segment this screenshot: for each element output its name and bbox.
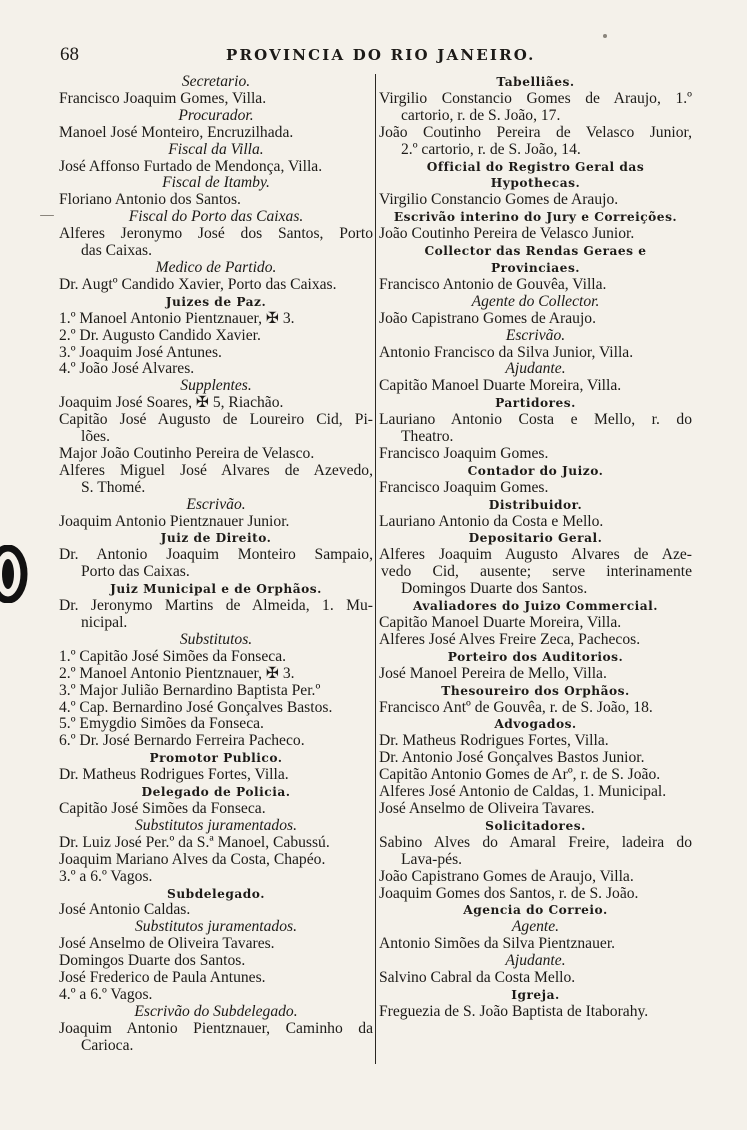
left-role-title: Fiscal de Itamby. [162, 174, 270, 192]
right-role-title: Agente do Collector. [471, 292, 600, 310]
left-text-line: Dr. Matheus Rodrigues Fortes, Villa. [59, 766, 289, 784]
left-text-line: Dr. Antonio Joaquim Monteiro Sampaio, [59, 546, 373, 564]
left-section-heading: Promotor Publico. [149, 751, 283, 766]
left-text-line: Capitão José Augusto de Loureiro Cid, Pi- [59, 411, 373, 429]
right-text-line: vedo Cid, ausente; serve interinamente [381, 563, 692, 581]
left-text-line: Joaquim Mariano Alves da Costa, Chapéo. [59, 850, 326, 868]
right-text-line: Capitão Manoel Duarte Moreira, Villa. [379, 377, 622, 395]
right-text-line: Lauriano Antonio da Costa e Mello. [379, 512, 604, 530]
right-section-heading: Agencia do Correio. [463, 903, 608, 918]
left-text-line: Dr. Luiz José Per.º da S.ª Manoel, Cabussú. [59, 833, 330, 851]
left-section-heading: Delegado de Policia. [141, 785, 291, 800]
right-text-line: Francisco Joaquim Gomes. [379, 444, 549, 462]
left-continuation-line: lões. [81, 428, 111, 446]
right-continuation-line: 2.º cartorio, r. de S. João, 14. [401, 140, 581, 158]
left-text-line: Domingos Duarte dos Santos. [59, 952, 246, 970]
right-text-line: Sabino Alves do Amaral Freire, ladeira do [379, 833, 692, 851]
right-text-line: João Capistrano Gomes de Araujo, Villa. [379, 867, 634, 885]
right-text-line: Lauriano Antonio Costa e Mello, r. do [379, 411, 692, 429]
right-text-line: Antonio Francisco da Silva Junior, Villa. [379, 343, 634, 361]
left-text-line: Francisco Joaquim Gomes, Villa. [59, 89, 267, 107]
right-text-line: Salvino Cabral da Costa Mello. [379, 969, 576, 987]
left-text-line: 4.º João José Alvares. [59, 360, 195, 378]
right-text-line: José Anselmo de Oliveira Tavares. [379, 799, 595, 817]
right-section-heading: Thesoureiro dos Orphãos. [441, 683, 630, 698]
left-text-line: Dr. Jeronymo Martins de Almeida, 1. Mu- [59, 597, 373, 615]
right-role-title: Ajudante. [505, 360, 566, 378]
right-section-heading: Igreja. [511, 987, 560, 1002]
right-text-line: Freguezia de S. João Baptista de Itaborahy. [379, 1002, 649, 1020]
right-text-line: Dr. Matheus Rodrigues Fortes, Villa. [379, 732, 609, 750]
right-text-line: Francisco Antº de Gouvêa, r. de S. João, 18. [379, 698, 653, 716]
left-role-title: Medico de Partido. [155, 258, 277, 276]
right-text-line: Virgilio Constancio Gomes de Araujo. [379, 191, 619, 209]
left-text-line: 1.º Manoel Antonio Pientznauer, ✠ 3. [59, 309, 295, 327]
left-text-line: 4.º a 6.º Vagos. [59, 985, 153, 1003]
right-text-line: Francisco Joaquim Gomes. [379, 478, 549, 496]
left-text-line: Dr. Augtº Candido Xavier, Porto das Caixas. [59, 275, 337, 293]
left-continuation-line: Porto das Caixas. [81, 563, 190, 581]
right-text-line: João Coutinho Pereira de Velasco Junior, [379, 123, 692, 141]
right-section-heading: Advogados. [494, 717, 577, 732]
left-role-title: Fiscal da Villa. [168, 140, 264, 158]
right-section-heading: Provinciaes. [490, 260, 581, 275]
left-text-line: Major João Coutinho Pereira de Velasco. [59, 444, 315, 462]
right-section-heading: Escrivão interino do Jury e Correições. [393, 210, 678, 225]
right-section-heading: Partidores. [495, 396, 576, 411]
left-text-line: 5.º Emygdio Simões da Fonseca. [59, 715, 264, 733]
left-text-line: Floriano Antonio dos Santos. [59, 191, 241, 209]
right-continuation-line: cartorio, r. de S. João, 17. [401, 106, 561, 124]
right-section-heading: Depositario Geral. [468, 531, 603, 546]
left-role-title: Procurador. [178, 106, 254, 124]
left-role-title: Substitutos. [179, 630, 253, 648]
left-section-heading: Juiz de Direito. [160, 531, 272, 546]
left-role-title: Substitutos juramentados. [134, 918, 297, 936]
left-text-line: Joaquim Antonio Pientznauer Junior. [59, 512, 290, 530]
left-text-line: 2.º Manoel Antonio Pientznauer, ✠ 3. [59, 664, 295, 682]
left-text-line: Manoel José Monteiro, Encruzilhada. [59, 123, 294, 141]
right-section-heading: Official do Registro Geral das [426, 159, 645, 174]
right-text-line: Alferes José Alves Freire Zeca, Pachecos. [379, 630, 641, 648]
left-text-line: Capitão José Simões da Fonseca. [59, 799, 266, 817]
right-section-heading: Contador do Juizo. [467, 463, 604, 478]
left-text-line: José Frederico de Paula Antunes. [59, 969, 266, 987]
left-text-line: José Anselmo de Oliveira Tavares. [59, 935, 275, 953]
right-role-title: Escrivão. [505, 326, 566, 344]
right-section-heading: Porteiro dos Auditorios. [447, 649, 624, 664]
right-text-line: Capitão Manoel Duarte Moreira, Villa. [379, 614, 622, 631]
left-section-heading: Juiz Municipal e de Orphãos. [110, 582, 322, 597]
left-text-line: José Antonio Caldas. [59, 901, 191, 919]
left-text-line: 4.º Cap. Bernardino José Gonçalves Bastos. [59, 698, 333, 716]
binding-ring-mark [0, 545, 34, 603]
right-text-line: Capitão Antonio Gomes de Arº, r. de S. João. [379, 766, 661, 784]
right-column [379, 74, 692, 1021]
left-column [59, 74, 373, 1055]
right-text-line: Antonio Simões da Silva Pientznauer. [379, 935, 616, 953]
right-section-heading: Tabelliães. [496, 75, 575, 89]
right-text-line: Alferes Joaquim Augusto Alvares de Aze- [379, 546, 692, 564]
right-role-title: Ajudante. [505, 952, 566, 970]
left-text-line: 2.º Dr. Augusto Candido Xavier. [59, 326, 261, 344]
right-text-line: João Capistrano Gomes de Araujo. [379, 309, 596, 327]
right-text-line: Francisco Antonio de Gouvêa, Villa. [379, 275, 607, 293]
left-continuation-line: das Caixas. [81, 242, 153, 260]
left-text-line: Alferes Miguel José Alvares de Azevedo, [59, 461, 373, 479]
right-role-title: Agente. [511, 918, 560, 936]
right-section-heading: Solicitadores. [485, 818, 586, 833]
right-section-heading: Avaliadores do Juizo Commercial. [412, 599, 659, 614]
right-text-line: João Coutinho Pereira de Velasco Junior. [379, 225, 635, 243]
left-role-title: Escrivão do Subdelegado. [134, 1002, 298, 1020]
left-section-heading: Juizes de Paz. [165, 294, 267, 309]
left-text-line: Joaquim Antonio Pientznauer, Caminho da [59, 1019, 373, 1037]
paper-speck [603, 34, 607, 38]
left-text-line: 3.º Major Julião Bernardino Baptista Per.º [59, 681, 321, 699]
left-section-heading: Subdelegado. [167, 886, 265, 901]
left-role-title: Escrivão. [186, 495, 246, 513]
right-section-heading: Collector das Rendas Geraes e [424, 244, 647, 259]
right-text-line: Dr. Antonio José Gonçalves Bastos Junior. [379, 749, 645, 767]
left-text-line: Joaquim José Soares, ✠ 5, Riachão. [59, 394, 284, 412]
left-text-line: 3.º Joaquim José Antunes. [59, 343, 222, 361]
paper-speck [40, 215, 54, 216]
left-text-line: 3.º a 6.º Vagos. [59, 867, 153, 885]
left-text-line: 6.º Dr. José Bernardo Ferreira Pacheco. [59, 732, 305, 750]
column-divider [375, 74, 376, 1064]
left-role-title: Fiscal do Porto das Caixas. [128, 208, 304, 226]
right-text-line: José Manoel Pereira de Mello, Villa. [379, 664, 607, 682]
right-continuation-line: Domingos Duarte dos Santos. [401, 580, 588, 598]
right-section-heading: Hypothecas. [490, 176, 581, 191]
right-text-line: Alferes José Antonio de Caldas, 1. Municipal. [379, 783, 667, 801]
left-continuation-line: S. Thomé. [81, 478, 146, 496]
page-number: 68 [60, 44, 79, 65]
left-text-line: 1.º Capitão José Simões da Fonseca. [59, 647, 287, 665]
right-continuation-line: Theatro. [401, 428, 454, 446]
left-text-line: Alferes Jeronymo José dos Santos, Porto [59, 225, 373, 243]
left-text-line: José Affonso Furtado de Mendonça, Villa. [59, 157, 323, 175]
left-role-title: Substitutos juramentados. [134, 816, 297, 834]
right-text-line: Virgilio Constancio Gomes de Araujo, 1.º [379, 89, 692, 107]
left-role-title: Secretario. [181, 73, 251, 90]
right-continuation-line: Lava-pés. [401, 850, 463, 868]
left-continuation-line: Carioca. [81, 1036, 134, 1054]
left-continuation-line: nicipal. [81, 614, 128, 631]
right-text-line: Joaquim Gomes dos Santos, r. de S. João. [379, 884, 639, 902]
left-role-title: Supplentes. [180, 377, 252, 395]
right-section-heading: Distribuidor. [488, 497, 583, 512]
running-title: PROVINCIA DO RIO JANEIRO. [226, 46, 536, 64]
